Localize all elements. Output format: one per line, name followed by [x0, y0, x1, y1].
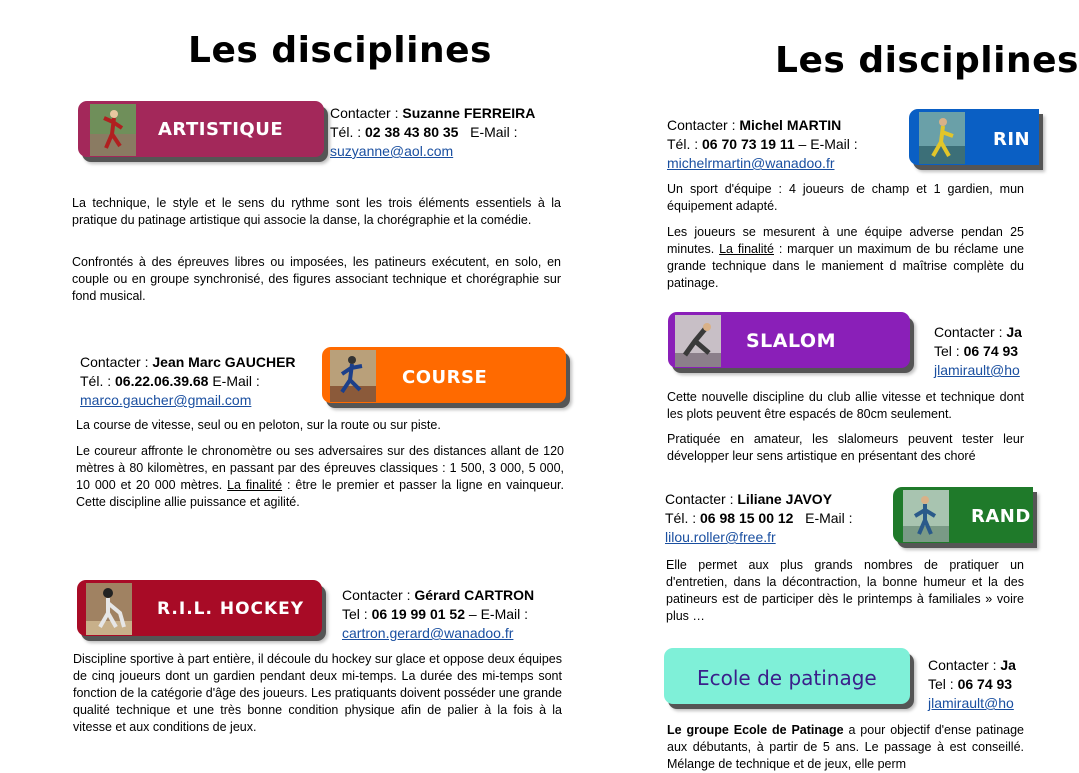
rink-label: RIN: [993, 129, 1031, 150]
slalom-phone: 06 74 93: [963, 343, 1019, 359]
course-paragraph-2: Le coureur affronte le chronomètre ou ses adversaires sur des distances allant de 120 mètres à 80 kilomètres, en passant par des épreuves classiques : 1 500, 3 000, 5 000, 10 000 et 20 000 mètres. La finalité : être le premier et passer la ligne en vainqueur. Cette discipline allie puissance et agilité.: [76, 444, 564, 509]
rink-contact: Contacter : Michel MARTIN Tél. : 06 70 73 19 11 – E-Mail : michelrmartin@wanadoo.fr: [667, 117, 858, 171]
artistique-photo: [90, 104, 136, 156]
ecole-contact: Contacter : Ja Tel : 06 74 93 jlamirault@ho: [928, 657, 1016, 711]
rando-label: RAND: [971, 506, 1031, 527]
hockey-badge[interactable]: [77, 580, 322, 636]
slalom-badge[interactable]: [668, 312, 910, 368]
slalom-paragraph-1: Cette nouvelle discipline du club allie vitesse et technique dont les plots peuvent être espacés de 80cm seulement.: [667, 390, 1024, 421]
artistique-badge[interactable]: [78, 101, 324, 157]
rink-email-link[interactable]: michelrmartin@wanadoo.fr: [667, 155, 835, 171]
artistique-paragraph-2: Confrontés à des épreuves libres ou imposées, les patineurs exécutent, en solo, en couple ou en groupe synchronisé, des figures associant technique et chorégraphie sur fond musical.: [72, 255, 561, 303]
artistique-label: ARTISTIQUE: [158, 119, 284, 140]
hockey-label: R.I.L. HOCKEY: [157, 599, 305, 619]
artistique-contact-name: Suzanne FERREIRA: [402, 105, 536, 121]
rando-email-link[interactable]: lilou.roller@free.fr: [665, 529, 776, 545]
rando-contact-name: Liliane JAVOY: [737, 491, 833, 507]
rando-photo: [903, 490, 949, 542]
ecole-phone: 06 74 93: [957, 676, 1013, 692]
right-page-title: Les disciplines: [775, 40, 1079, 81]
ecole-email-link[interactable]: jlamirault@ho: [928, 695, 1014, 711]
ecole-paragraph-1: Le groupe Ecole de Patinage a pour objectif d'ense patinage aux débutants, à partir de 5 ans. Le passage à est conseillé. Mélange de technique et de jeux, elle perm: [667, 723, 1025, 771]
course-email-link[interactable]: marco.gaucher@gmail.com: [80, 392, 252, 408]
rando-paragraph-1: Elle permet aux plus grands nombres de pratiquer un d'entretien, dans la décontraction, la bonne humeur et la des patineurs est de participer dès le printemps à familiales » voire plus …: [666, 558, 1024, 623]
slalom-contact-name: Ja: [1006, 324, 1022, 340]
rink-photo: [919, 112, 965, 164]
rando-phone: 06 98 15 00 12: [700, 510, 794, 526]
rink-paragraph-1: Un sport d'équipe : 4 joueurs de champ et 1 gardien, mun équipement adapté.: [667, 182, 1024, 213]
rink-paragraph-2: Les joueurs se mesurent à une équipe adverse pendan 25 minutes. La finalité : marquer un maximum de bu réclame une grande technique dans le maniement d maîtrise complète du patinage.: [667, 225, 1024, 290]
ecole-badge[interactable]: [664, 648, 910, 704]
slalom-contact: Contacter : Ja Tel : 06 74 93 jlamirault@ho: [934, 324, 1022, 378]
hockey-phone: 06 19 99 01 52: [371, 606, 465, 622]
slalom-label: SLALOM: [746, 330, 836, 352]
hockey-paragraph-1: Discipline sportive à part entière, il découle du hockey sur glace et oppose deux équipes de cinq joueurs dont un gardien pendant deux mi-temps. La durée des mi-temps sont fonction de la catégorie d'âge des joueurs. Les pratiquants doivent posséder une grande qualité technique et une très bonne condition physique afin de palier à la fois à la vitesse et aux conditions de jeux.: [73, 652, 562, 734]
left-page-title: Les disciplines: [188, 30, 492, 71]
rink-badge[interactable]: [909, 109, 1039, 165]
rando-badge[interactable]: [893, 487, 1033, 543]
course-phone: 06.22.06.39.68: [115, 373, 209, 389]
artistique-contact: Contacter : Suzanne FERREIRA Tél. : 02 38 43 80 35 E-Mail : suzyanne@aol.com: [330, 105, 536, 159]
course-photo: [330, 350, 376, 402]
hockey-photo: [86, 583, 132, 635]
course-label: COURSE: [402, 367, 488, 388]
hockey-email-link[interactable]: cartron.gerard@wanadoo.fr: [342, 625, 514, 641]
artistique-paragraph-1: La technique, le style et le sens du rythme sont les trois éléments essentiels à la pratique du patinage artistique qui associe la danse, la chorégraphie et la comédie.: [72, 196, 561, 227]
rando-contact: Contacter : Liliane JAVOY Tél. : 06 98 15 00 12 E-Mail : lilou.roller@free.fr: [665, 491, 853, 545]
ecole-contact-name: Ja: [1000, 657, 1016, 673]
slalom-photo: [675, 315, 721, 367]
artistique-email-link[interactable]: suzyanne@aol.com: [330, 143, 454, 159]
course-contact-name: Jean Marc GAUCHER: [152, 354, 296, 370]
course-contact: Contacter : Jean Marc GAUCHER Tél. : 06.22.06.39.68 E-Mail : marco.gaucher@gmail.com: [80, 354, 296, 408]
slalom-email-link[interactable]: jlamirault@ho: [934, 362, 1020, 378]
artistique-phone: 02 38 43 80 35: [365, 124, 459, 140]
course-paragraph-1: La course de vitesse, seul ou en peloton, sur la route ou sur piste.: [76, 418, 441, 432]
rink-contact-name: Michel MARTIN: [739, 117, 842, 133]
hockey-contact: Contacter : Gérard CARTRON Tel : 06 19 99 01 52 – E-Mail : cartron.gerard@wanadoo.fr: [342, 587, 535, 641]
hockey-contact-name: Gérard CARTRON: [414, 587, 535, 603]
rink-phone: 06 70 73 19 11: [702, 136, 795, 152]
slalom-paragraph-2: Pratiquée en amateur, les slalomeurs peuvent tester leur développer leur sens artistique en présentant des choré: [667, 432, 1024, 463]
ecole-label: Ecole de patinage: [697, 666, 877, 690]
course-badge[interactable]: [322, 347, 566, 403]
